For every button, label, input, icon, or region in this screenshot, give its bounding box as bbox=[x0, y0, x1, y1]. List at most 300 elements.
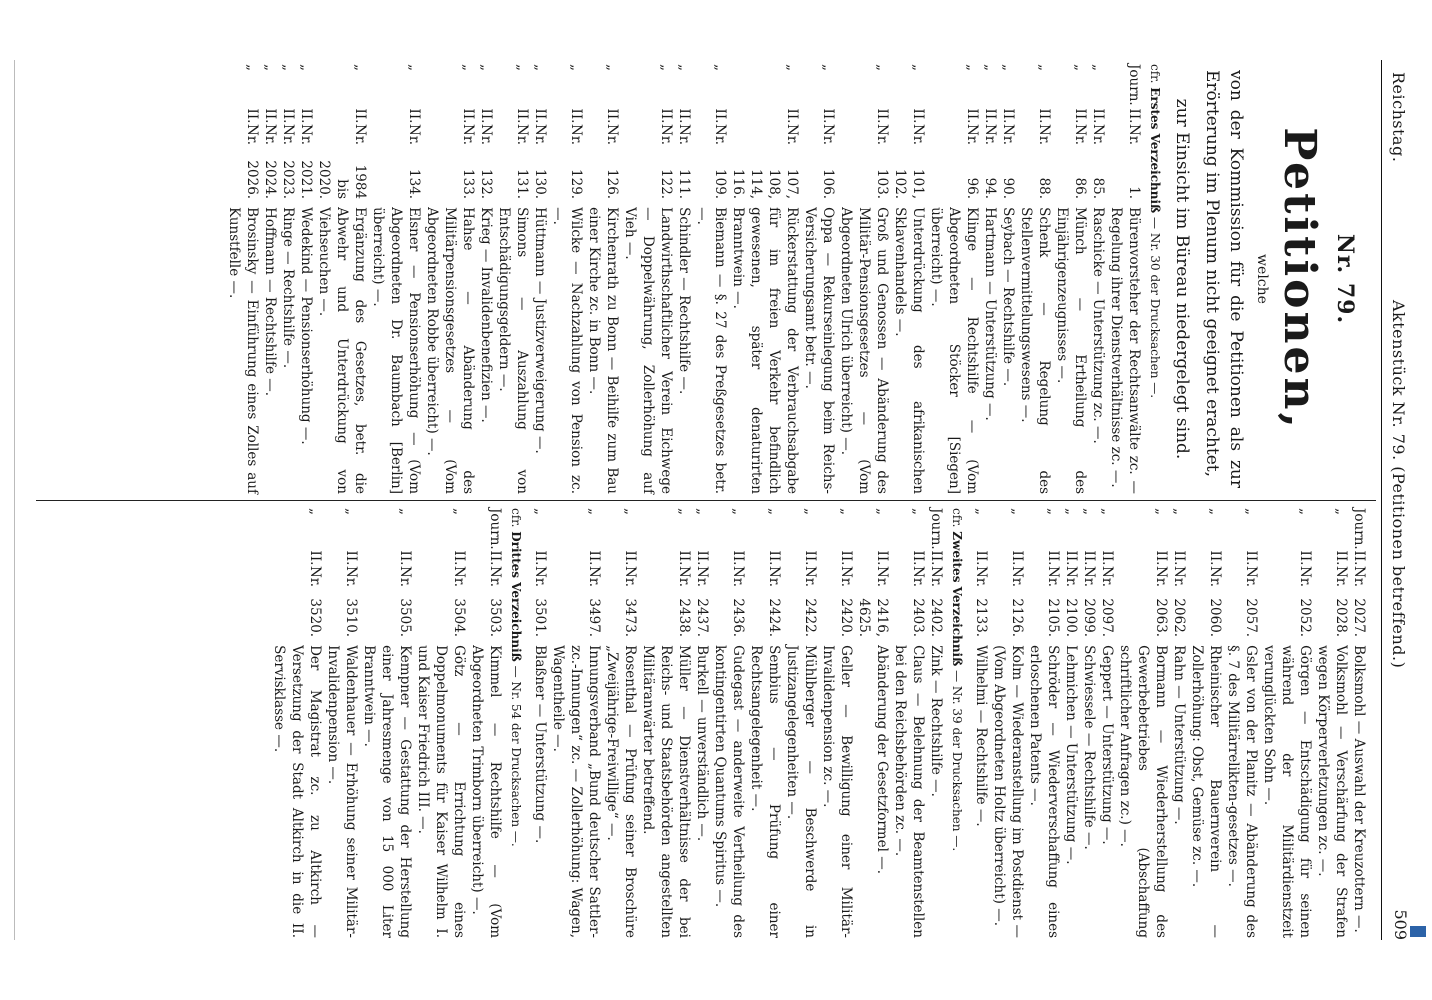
dfg-logo bbox=[1410, 926, 1426, 937]
intro-line-1: von der Kommission für die Petitionen als zur Erörterung im Plenum nicht geeignet erachtet, bbox=[1202, 70, 1246, 488]
entry-journal-prefix: „ bbox=[730, 508, 746, 515]
entry-journal-prefix: „ bbox=[874, 64, 890, 71]
entry-kind: II. bbox=[280, 108, 296, 124]
petition-entry bbox=[639, 508, 693, 938]
entry-text: Oppa — Rekurseinlegung beim Reichs-Versicherungsamt betr. —. bbox=[802, 207, 836, 494]
entry-journal-prefix: „ bbox=[1009, 508, 1025, 515]
entry-kind: II. bbox=[973, 550, 989, 566]
section-heading-3 bbox=[506, 508, 525, 938]
entry-journal-prefix: „ bbox=[460, 64, 476, 71]
petition-entry bbox=[477, 64, 495, 494]
entry-nr-label: Nr. bbox=[1207, 566, 1223, 588]
petition-entry bbox=[369, 64, 423, 494]
entry-number: 2057. bbox=[1243, 598, 1259, 638]
entry-number: 2052. bbox=[1297, 598, 1313, 638]
entry-number: 2422. bbox=[802, 598, 818, 638]
entry-nr-label: Nr. bbox=[1243, 566, 1259, 588]
entry-text: Hüttmann — Justizverweigerung —. bbox=[532, 207, 548, 454]
entry-journal-prefix: „ bbox=[244, 64, 260, 71]
entry-number: 2100. bbox=[1063, 598, 1079, 638]
entry-text: Rosenthal — Prüfung seiner Broschüre „Zweijährige-Freiwillige“ —. bbox=[604, 645, 638, 938]
entry-number: 109. bbox=[712, 169, 728, 200]
entry-nr-label: Nr. bbox=[838, 566, 854, 588]
entry-kind: II. bbox=[1153, 550, 1169, 566]
entry-kind: II. bbox=[982, 108, 998, 124]
entry-nr-label: Nr. bbox=[676, 124, 692, 146]
header-left: Reichstag. bbox=[1389, 72, 1408, 163]
entry-kind: II. bbox=[964, 108, 980, 124]
entry-text: Abänderung der Gesetzformel —. bbox=[874, 645, 890, 874]
entry-text: Klinge — Rechtshilfe — (Vom Abgeordneten Stöcker [Siegen] überreicht) —. bbox=[928, 207, 980, 494]
entry-journal-prefix: „ bbox=[973, 508, 989, 515]
petition-entry bbox=[297, 64, 315, 494]
entry-nr-label: Nr. bbox=[307, 566, 323, 588]
entry-nr-label: Nr. bbox=[1297, 566, 1313, 588]
petition-list-3 bbox=[270, 508, 504, 938]
entry-kind: II. bbox=[406, 108, 422, 124]
entry-kind: II. bbox=[1333, 550, 1349, 566]
entry-nr-label: Nr. bbox=[1333, 566, 1349, 588]
entry-journal-prefix: „ bbox=[307, 508, 323, 515]
petition-entry bbox=[531, 64, 549, 494]
entry-number: 2416, 4625. bbox=[856, 598, 890, 638]
entry-nr-label: Nr. bbox=[676, 566, 692, 588]
entry-number: 3497. bbox=[586, 598, 602, 638]
entry-journal-prefix: „ bbox=[1081, 508, 1097, 515]
entry-journal-prefix: „ bbox=[784, 64, 800, 71]
entry-journal-prefix: Journ. bbox=[1351, 508, 1367, 550]
entry-text: Mühlberger — Beschwerde in Justizangelegenheiten —. bbox=[784, 645, 818, 938]
section-prefix: cfr. bbox=[950, 508, 964, 528]
petition-entry bbox=[801, 64, 837, 494]
entry-number: 3505. bbox=[397, 598, 413, 638]
entry-nr-label: Nr. bbox=[532, 124, 548, 146]
entry-kind: II. bbox=[910, 550, 926, 566]
entry-number: 129. bbox=[568, 169, 584, 200]
petition-entry bbox=[1260, 508, 1314, 938]
entry-journal-prefix: Journ. bbox=[928, 508, 944, 550]
petition-entry bbox=[1116, 508, 1170, 938]
entry-kind: II. bbox=[1171, 550, 1187, 566]
entry-nr-label: Nr. bbox=[694, 566, 710, 588]
petition-entry bbox=[729, 64, 801, 494]
entry-nr-label: Nr. bbox=[1099, 566, 1115, 588]
petition-entry bbox=[1062, 508, 1080, 938]
entry-text: Wilcke — Nachzahlung von Pension zc. —. bbox=[550, 207, 584, 494]
section-suffix: — Nr. 30 der Drucksachen —. bbox=[1148, 217, 1162, 399]
petition-entry bbox=[495, 64, 531, 494]
entry-nr-label: Nr. bbox=[280, 124, 296, 146]
entry-kind: II. bbox=[1000, 108, 1016, 124]
entry-nr-label: Nr. bbox=[343, 566, 359, 588]
entry-number: 2024. bbox=[262, 160, 278, 200]
entry-number: 111. bbox=[676, 169, 692, 200]
document-number: Nr. 79. bbox=[1332, 233, 1358, 325]
entry-kind: II. bbox=[1351, 550, 1367, 566]
entry-nr-label: Nr. bbox=[514, 124, 530, 146]
entry-number: 106. bbox=[820, 169, 836, 200]
entry-kind: II. bbox=[910, 108, 926, 124]
entry-kind: II. bbox=[1036, 108, 1052, 124]
entry-journal-prefix: „ bbox=[397, 508, 413, 515]
entry-nr-label: Nr. bbox=[622, 566, 638, 588]
entry-nr-label: Nr. bbox=[1171, 566, 1187, 588]
entry-text: Kempner — Gestattung der Herstellung einer Jahresmenge von 15 000 Liter Branntwein —. bbox=[361, 645, 413, 938]
entry-nr-label: Nr. bbox=[478, 124, 494, 146]
entry-text: Unterdrückung des afrikanischen Sklavenhandels —. bbox=[892, 207, 926, 494]
entry-journal-prefix: „ bbox=[1090, 64, 1106, 71]
petition-list-1 bbox=[225, 64, 1143, 494]
entry-kind: II. bbox=[694, 550, 710, 566]
entry-journal-prefix: „ bbox=[802, 508, 818, 515]
entry-kind: II. bbox=[874, 108, 890, 124]
entry-nr-label: Nr. bbox=[928, 566, 944, 588]
entry-kind: II. bbox=[298, 108, 314, 124]
entry-text: Schröder — Wiederverschaffung eines erloschenen Patents —. bbox=[1027, 645, 1061, 938]
entry-number: 90. bbox=[1000, 177, 1016, 200]
entry-text: Biemann — §. 27 des Preßgesetzes betr. —. bbox=[694, 207, 728, 494]
entry-journal-prefix: „ bbox=[838, 508, 854, 515]
entry-text: Ergänzung des Gesetzes, betr. die Abwehr und Unterdrückung von Viehseuchen —. bbox=[316, 207, 368, 494]
entry-kind: II. bbox=[307, 550, 323, 566]
entry-nr-label: Nr. bbox=[397, 566, 413, 588]
petition-entry bbox=[1026, 508, 1062, 938]
entry-text: Brosinsky — Einführung eines Zolles auf Kunstfelle —. bbox=[226, 207, 260, 494]
section-heading-2 bbox=[947, 508, 966, 938]
column-rule bbox=[36, 500, 1376, 501]
entry-kind: II. bbox=[532, 550, 548, 566]
entry-journal-prefix: „ bbox=[1045, 508, 1061, 515]
section-suffix: — Nr. 54 der Drucksachen —. bbox=[509, 665, 523, 847]
entry-text: Schwiessele — Rechtshilfe —. bbox=[1081, 645, 1097, 850]
entry-number: 2420. bbox=[838, 598, 854, 638]
page-number: 509 bbox=[1391, 909, 1410, 940]
entry-number: 3503. bbox=[487, 598, 503, 638]
entry-text: Görgen — Entschädigung für seinen während der Militärdienstzeit verunglückten Sohn —. bbox=[1261, 645, 1313, 938]
rotated-document-page bbox=[2, 0, 1432, 1000]
petition-entry bbox=[1080, 508, 1098, 938]
entry-text: Rahn — Unterstützung —. bbox=[1171, 645, 1187, 825]
title-welche: welche bbox=[1254, 254, 1270, 304]
petition-entry bbox=[1089, 64, 1107, 494]
entry-text: Seybach — Rechtshilfe —. bbox=[1000, 207, 1016, 387]
petition-entry bbox=[891, 508, 927, 938]
section-prefix: cfr. bbox=[1148, 64, 1162, 84]
petition-entry bbox=[468, 508, 504, 938]
entry-text: Elsner — Pensionserhöhung — (Vom Abgeordneten Dr. Baumbach [Berlin] überreicht) —. bbox=[370, 207, 422, 494]
entry-journal-prefix: „ bbox=[910, 508, 926, 515]
entry-journal-prefix: „ bbox=[874, 508, 890, 515]
entry-nr-label: Nr. bbox=[1036, 124, 1052, 146]
entry-kind: II. bbox=[1063, 550, 1079, 566]
petition-entry bbox=[621, 64, 675, 494]
petition-entry bbox=[1224, 508, 1260, 938]
entry-text: Lehmichen — Unterstützung —. bbox=[1063, 645, 1079, 865]
petition-list-2 bbox=[531, 508, 945, 938]
entry-kind: II. bbox=[802, 550, 818, 566]
entry-nr-label: Nr. bbox=[766, 566, 782, 588]
entry-nr-label: Nr. bbox=[1081, 566, 1097, 588]
petition-entry bbox=[1107, 64, 1143, 494]
petition-entry bbox=[261, 64, 279, 494]
petition-entry bbox=[990, 508, 1026, 938]
petition-entry bbox=[1017, 64, 1053, 494]
entry-kind: II. bbox=[658, 108, 674, 124]
entry-number: 88. bbox=[1036, 177, 1052, 200]
entry-kind: II. bbox=[1297, 550, 1313, 566]
entry-nr-label: Nr. bbox=[820, 124, 836, 146]
petition-entry bbox=[324, 508, 360, 938]
entry-nr-label: Nr. bbox=[982, 124, 998, 146]
entry-number: 132. bbox=[478, 169, 494, 200]
petition-entry bbox=[711, 508, 747, 938]
petition-entry bbox=[1053, 64, 1089, 494]
entry-number: 2021. bbox=[298, 160, 314, 200]
entry-text: Raschicke — Unterstützung zc. —. bbox=[1090, 207, 1106, 444]
entry-text: Rheinischer Bauernverein — Zollerhöhung: Obst, Gemüse zc. —. bbox=[1189, 645, 1223, 938]
intro-line-2: zur Einsicht im Büreau niedergelegt sind. bbox=[1172, 98, 1192, 460]
entry-text: Zink — Rechtshilfe —. bbox=[928, 645, 944, 797]
entry-nr-label: Nr. bbox=[1072, 124, 1088, 146]
section-suffix: — Nr. 39 der Drucksachen —. bbox=[950, 670, 964, 852]
petition-entry bbox=[270, 508, 324, 938]
petition-entry bbox=[225, 64, 261, 494]
entry-kind: II. bbox=[1081, 550, 1097, 566]
entry-nr-label: Nr. bbox=[1090, 124, 1106, 146]
entry-text: Hahse — Abänderung des Militärpensionsgesetzes — (Vom Abgeordneten Robbe überreicht) —. bbox=[424, 207, 476, 494]
petition-entry bbox=[819, 508, 855, 938]
entry-text: Waldenhauer — Erhöhung seiner Militär-Invalidenpension —. bbox=[325, 645, 359, 938]
entry-kind: II. bbox=[928, 550, 944, 566]
entry-journal-prefix: „ bbox=[532, 64, 548, 71]
entry-number: 2062. bbox=[1171, 598, 1187, 638]
entry-kind: II. bbox=[622, 550, 638, 566]
entry-nr-label: Nr. bbox=[1009, 566, 1025, 588]
entry-text: Schenk — Regelung des Stellenvermittelungswesens —. bbox=[1018, 207, 1052, 494]
entry-kind: II. bbox=[820, 108, 836, 124]
entry-nr-label: Nr. bbox=[1063, 566, 1079, 588]
petition-entry bbox=[1170, 508, 1188, 938]
entry-kind: II. bbox=[1090, 108, 1106, 124]
entry-journal-prefix: „ bbox=[676, 64, 692, 71]
entry-text: Landwirthschaftlicher Verein Eichwege — Doppelwährung, Zollerhöhung auf Vieh —. bbox=[622, 207, 674, 494]
entry-number: 126. bbox=[604, 169, 620, 200]
petition-entry bbox=[891, 64, 927, 494]
entry-kind: II. bbox=[514, 108, 530, 124]
petition-entry bbox=[747, 508, 783, 938]
entry-journal-prefix: „ bbox=[712, 64, 728, 71]
entry-kind: II. bbox=[838, 550, 854, 566]
entry-journal-prefix: „ bbox=[514, 64, 530, 71]
entry-nr-label: Nr. bbox=[874, 566, 890, 588]
entry-text: Hartmann — Unterstützung —. bbox=[982, 207, 998, 421]
entry-nr-label: Nr. bbox=[910, 566, 926, 588]
entry-journal-prefix: „ bbox=[352, 64, 368, 71]
entry-kind: II. bbox=[487, 550, 503, 566]
entry-text: Geppert — Unterstützung —. bbox=[1099, 645, 1115, 845]
entry-text: Der Magistrat zc. zu Altkirch — Versetzung der Stadt Altkirch in die II. Servisklasse —. bbox=[271, 645, 323, 938]
petition-entry bbox=[999, 64, 1017, 494]
entry-journal-prefix: „ bbox=[568, 64, 584, 71]
entry-nr-label: Nr. bbox=[1351, 566, 1367, 588]
petition-entry bbox=[927, 64, 981, 494]
entry-kind: II. bbox=[451, 550, 467, 566]
entry-nr-label: Nr. bbox=[910, 124, 926, 146]
entry-kind: II. bbox=[397, 550, 413, 566]
entry-kind: II. bbox=[262, 108, 278, 124]
entry-text: Innungsverband „Bund deutscher Sattler-zc.-Innungen“ zc. — Zollerhöhung: Wagen, Wagentheile —. bbox=[550, 645, 602, 938]
entry-text: Schindler — Rechtshilfe —. bbox=[676, 207, 692, 395]
entry-journal-prefix: „ bbox=[406, 64, 422, 71]
entry-number: 3473. bbox=[622, 598, 638, 638]
entry-number: 2126. bbox=[1009, 598, 1025, 638]
entry-journal-prefix: Journ. bbox=[487, 508, 503, 550]
entry-text: Burkell — unverständlich —. bbox=[694, 645, 710, 842]
entry-journal-prefix: „ bbox=[280, 64, 296, 71]
entry-journal-prefix: „ bbox=[1243, 508, 1259, 515]
entry-number: 2133. bbox=[973, 598, 989, 638]
entry-number: 130. bbox=[532, 169, 548, 200]
entry-number: 3504. bbox=[451, 598, 467, 638]
entry-text: Krieg — Invalidenbenefizien —. bbox=[478, 207, 494, 423]
petition-entry bbox=[1314, 508, 1350, 938]
petition-entry bbox=[693, 508, 711, 938]
entry-nr-label: Nr. bbox=[262, 124, 278, 146]
entry-kind: II. bbox=[712, 108, 728, 124]
entry-text: Kimmel — Rechtshilfe — (Vom Abgeordneten Trimborn überreicht) —. bbox=[469, 645, 503, 938]
entry-text: Groß und Genossen — Abänderung des Militär-Pensionsgesetzes — (Vom Abgeordneten Ulrich überreicht) —. bbox=[838, 207, 890, 494]
entry-text: Bürenvorsteher der Rechtsanwälte zc. — Regelung ihrer Dienstverhältnisse zc. —. bbox=[1108, 207, 1142, 494]
entry-journal-prefix: „ bbox=[586, 508, 602, 515]
entry-kind: II. bbox=[730, 550, 746, 566]
entry-number: 134. bbox=[406, 169, 422, 200]
entry-number: 2402. bbox=[928, 598, 944, 638]
petition-entry bbox=[837, 64, 891, 494]
entry-nr-label: Nr. bbox=[352, 124, 368, 146]
entry-text: Rückerstattung der Verbrauchsabgabe für im freien Verkehr befindlich gewesenen, später denaturirten Branntwein —. bbox=[730, 207, 800, 494]
entry-journal-prefix: „ bbox=[766, 508, 782, 515]
section-heading-1 bbox=[1145, 64, 1164, 494]
entry-nr-label: Nr. bbox=[973, 566, 989, 588]
entry-journal-prefix: „ bbox=[262, 64, 278, 71]
entry-text: Wedekind — Pensionserhöhung —. bbox=[298, 207, 314, 445]
entry-kind: II. bbox=[676, 108, 692, 124]
entry-nr-label: Nr. bbox=[532, 566, 548, 588]
entry-number: 2424. bbox=[766, 598, 782, 638]
entry-journal-prefix: „ bbox=[604, 64, 620, 71]
entry-journal-prefix: „ bbox=[478, 64, 494, 71]
petition-entry bbox=[783, 508, 819, 938]
entry-kind: II. bbox=[568, 108, 584, 124]
entry-kind: II. bbox=[1099, 550, 1115, 566]
entry-nr-label: Nr. bbox=[1045, 566, 1061, 588]
entry-journal-prefix: „ bbox=[1207, 508, 1223, 515]
entry-journal-prefix: „ bbox=[658, 64, 674, 71]
petition-entry bbox=[1188, 508, 1224, 938]
entry-number: 101, 102. bbox=[892, 169, 926, 200]
header-rule bbox=[1381, 60, 1382, 940]
entry-number: 2028. bbox=[1333, 598, 1349, 638]
entry-number: 131. bbox=[514, 169, 530, 200]
entry-number: 122. bbox=[658, 169, 674, 200]
entry-nr-label: Nr. bbox=[487, 566, 503, 588]
section-label: Zweites Verzeichniß bbox=[950, 531, 964, 667]
entry-number: 2436. bbox=[730, 598, 746, 638]
entry-text: Kolm — Wiederanstellung im Postdienst — (Vom Abgeordneten Holtz überreicht) —. bbox=[991, 645, 1025, 938]
entry-nr-label: Nr. bbox=[298, 124, 314, 146]
entry-nr-label: Nr. bbox=[730, 566, 746, 588]
entry-journal-prefix: „ bbox=[982, 64, 998, 71]
entry-kind: II. bbox=[460, 108, 476, 124]
petition-entry bbox=[549, 64, 585, 494]
entry-journal-prefix: „ bbox=[1297, 508, 1313, 515]
entry-number: 94. bbox=[982, 177, 998, 200]
petition-entry bbox=[423, 64, 477, 494]
entry-journal-prefix: „ bbox=[1000, 64, 1016, 71]
right-column bbox=[270, 508, 1368, 938]
entry-number: 96. bbox=[964, 177, 980, 200]
entry-nr-label: Nr. bbox=[964, 124, 980, 146]
entry-kind: II. bbox=[1243, 550, 1259, 566]
entry-kind: II. bbox=[1126, 108, 1142, 124]
entry-number: 3510. bbox=[343, 598, 359, 638]
petition-entry bbox=[414, 508, 468, 938]
entry-text: Hoffmann — Rechtshilfe —. bbox=[262, 207, 278, 397]
left-column bbox=[225, 64, 1368, 494]
entry-journal-prefix: „ bbox=[910, 64, 926, 71]
entry-journal-prefix: Journ. bbox=[1126, 64, 1142, 106]
entry-number: 3501. bbox=[532, 598, 548, 638]
entry-kind: II. bbox=[343, 550, 359, 566]
entry-number: 86. bbox=[1072, 177, 1088, 200]
entry-text: Bormann — Wiederherstellung des Gewerbebetriebes (Abschaffung schriftlicher Anfragen zc.) —. bbox=[1117, 645, 1169, 938]
petition-entry bbox=[315, 64, 369, 494]
entry-kind: II. bbox=[766, 550, 782, 566]
entry-nr-label: Nr. bbox=[586, 566, 602, 588]
entry-nr-label: Nr. bbox=[604, 124, 620, 146]
entry-journal-prefix: „ bbox=[1099, 508, 1115, 515]
entry-kind: II. bbox=[676, 550, 692, 566]
entry-number: 2023. bbox=[280, 160, 296, 200]
entry-nr-label: Nr. bbox=[406, 124, 422, 146]
entry-nr-label: Nr. bbox=[460, 124, 476, 146]
entry-number: 2105. bbox=[1045, 598, 1061, 638]
entry-number: 1984 bis 2020. bbox=[316, 160, 368, 200]
entry-journal-prefix: „ bbox=[1036, 64, 1052, 71]
petition-entry bbox=[603, 508, 639, 938]
entry-text: Geller — Bewilligung einer Militär-Invalidenpension zc. —. bbox=[820, 645, 854, 938]
entry-number: 2438. bbox=[676, 598, 692, 638]
petition-entry bbox=[972, 508, 990, 938]
entry-text: Müller — Dienstverhältnisse der bei Reichs- und Staatsbehörden angestellten Militäranwärter betreffend. bbox=[640, 645, 692, 938]
entry-kind: II. bbox=[1009, 550, 1025, 566]
petition-list-1-continued bbox=[972, 508, 1368, 938]
entry-journal-prefix: „ bbox=[622, 508, 638, 515]
entry-journal-prefix: „ bbox=[1153, 508, 1169, 515]
document-title: Petitionen, bbox=[1274, 127, 1325, 431]
entry-nr-label: Nr. bbox=[658, 124, 674, 146]
entry-kind: II. bbox=[1072, 108, 1088, 124]
entry-kind: II. bbox=[874, 550, 890, 566]
entry-number: 2403. bbox=[910, 598, 926, 638]
entry-kind: II. bbox=[244, 108, 260, 124]
entry-text: Bolksmohl — Auswahl der Kreuzottern —. bbox=[1351, 645, 1367, 933]
entry-journal-prefix: „ bbox=[1333, 508, 1349, 515]
entry-journal-prefix: „ bbox=[694, 508, 710, 515]
petition-entry bbox=[927, 508, 945, 938]
header-center: Aktenstück Nr. 79. (Petitionen betreffend.) bbox=[1389, 300, 1408, 669]
entry-text: Wilhelmi — Rechtshilfe —. bbox=[973, 645, 989, 827]
